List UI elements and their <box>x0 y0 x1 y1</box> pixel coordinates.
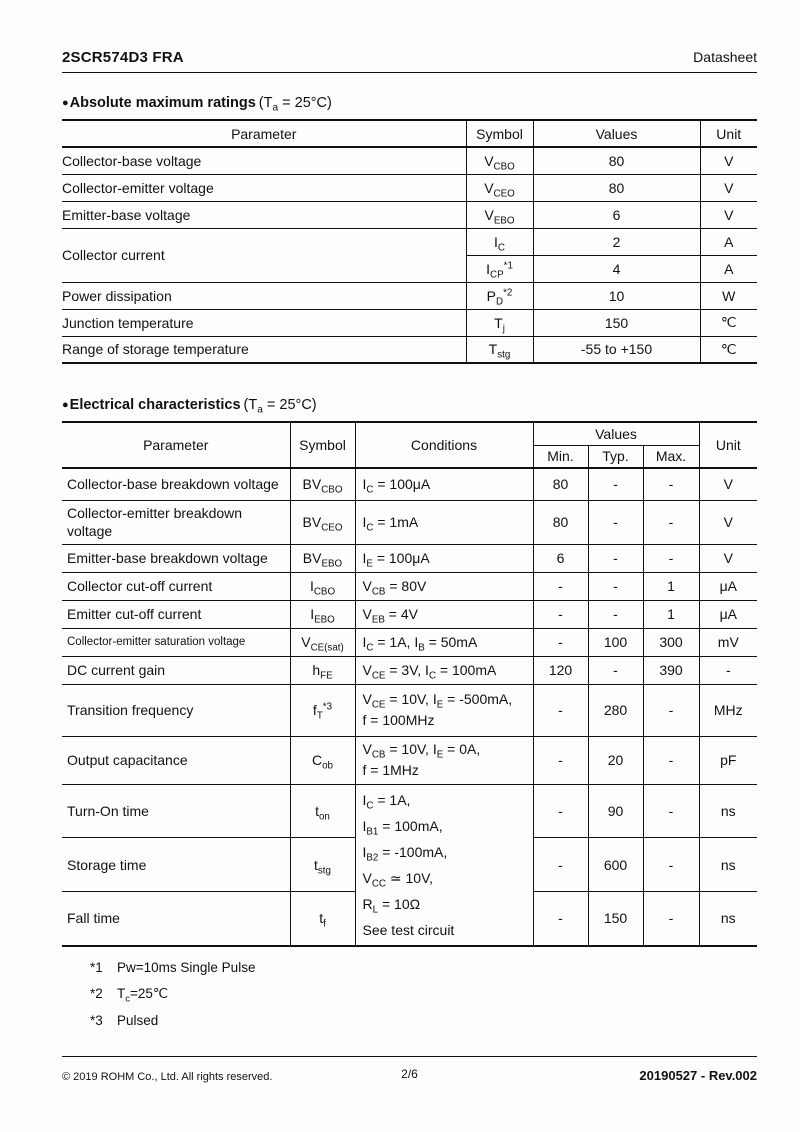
max-cell: 1 <box>643 572 699 600</box>
unit-cell: ℃ <box>700 336 757 363</box>
electrical-characteristics-table <box>62 421 757 947</box>
symbol-cell: $I_{CBO}$ <box>290 572 355 600</box>
revision-label: 20190527 - Rev.002 <box>639 1068 757 1083</box>
min-cell: 120 <box>533 656 588 684</box>
min-cell: - <box>533 736 588 784</box>
table-row <box>62 572 757 600</box>
typ-cell: - <box>588 500 643 544</box>
unit-cell: W <box>700 282 757 309</box>
value-cell: 10 <box>533 282 700 309</box>
footnote-marker: *2 <box>90 985 103 1001</box>
unit-cell: V <box>700 174 757 201</box>
typ-cell: - <box>588 600 643 628</box>
value-cell: 80 <box>533 147 700 174</box>
unit-cell: - <box>699 656 757 684</box>
copyright-text: © 2019 ROHM Co., Ltd. All rights reserved. <box>62 1071 273 1083</box>
max-cell: 390 <box>643 656 699 684</box>
section-title-absolute-maximum-ratings <box>62 95 757 114</box>
column-header-typ: Typ. <box>588 445 643 468</box>
footnote-marker: *1 <box>90 959 103 975</box>
symbol-cell: $V_{CBO}$ <box>466 147 533 174</box>
table-row <box>62 282 757 309</box>
table-row <box>62 336 757 363</box>
value-cell: 6 <box>533 201 700 228</box>
conditions-cell: $V_{CE} = 10V$, $I_E = -500mA$, f = 100MHz <box>355 684 533 736</box>
conditions-cell: $I_C = 100\mu A$ <box>355 468 533 500</box>
column-header-min: Min. <box>533 445 588 468</box>
column-header-parameter: Parameter <box>62 422 290 468</box>
table-row <box>62 228 757 255</box>
section-title-text: Electrical characteristics <box>69 397 241 413</box>
table-row <box>62 309 757 336</box>
symbol-cell: $t_f$ <box>290 892 355 946</box>
symbol-cell: $T_{stg}$ <box>466 336 533 363</box>
max-cell: - <box>643 544 699 572</box>
table-row <box>62 736 757 784</box>
symbol-cell: $T_j$ <box>466 309 533 336</box>
min-cell: - <box>533 892 588 946</box>
typ-cell: - <box>588 544 643 572</box>
param-cell: Collector cut-off current <box>62 572 290 600</box>
value-cell: 4 <box>533 255 700 282</box>
page-content <box>62 0 757 1039</box>
max-cell: 1 <box>643 600 699 628</box>
typ-cell: 150 <box>588 892 643 946</box>
param-cell: Emitter cut-off current <box>62 600 290 628</box>
max-cell: - <box>643 892 699 946</box>
unit-cell: MHz <box>699 684 757 736</box>
param-cell: Storage time <box>62 838 290 892</box>
param-cell: Collector-emitter voltage <box>62 174 466 201</box>
column-header-symbol: Symbol <box>466 120 533 147</box>
section-condition: $(T_a = 25^\circ C)$ <box>258 95 332 114</box>
section-condition: $(T_a = 25^\circ C)$ <box>243 397 317 416</box>
max-cell: 300 <box>643 628 699 656</box>
max-cell: - <box>643 736 699 784</box>
table-row <box>62 174 757 201</box>
unit-cell: ns <box>699 784 757 838</box>
symbol-cell: $h_{FE}$ <box>290 656 355 684</box>
table-row <box>62 600 757 628</box>
table-row <box>62 544 757 572</box>
part-number: 2SCR574D3 FRA <box>62 49 184 66</box>
param-cell: Transition frequency <box>62 684 290 736</box>
param-cell: Collector current <box>62 228 466 282</box>
column-header-parameter: Parameter <box>62 120 466 147</box>
absolute-maximum-ratings-table <box>62 119 757 364</box>
typ-cell: - <box>588 656 643 684</box>
footnote <box>90 1013 757 1028</box>
min-cell: - <box>533 784 588 838</box>
max-cell: - <box>643 838 699 892</box>
symbol-cell: $BV_{EBO}$ <box>290 544 355 572</box>
param-cell: Power dissipation <box>62 282 466 309</box>
unit-cell: μA <box>699 600 757 628</box>
symbol-cell: $I_{CP}^{*1}$ <box>466 255 533 282</box>
param-cell: Collector-emitter breakdown voltage <box>62 500 290 544</box>
unit-cell: V <box>699 500 757 544</box>
footnote <box>90 986 757 1002</box>
typ-cell: 600 <box>588 838 643 892</box>
param-cell: Collector-base voltage <box>62 147 466 174</box>
footnote-text: Pulsed <box>117 1012 159 1028</box>
value-cell: -55 to +150 <box>533 336 700 363</box>
unit-cell: μA <box>699 572 757 600</box>
typ-cell: 280 <box>588 684 643 736</box>
symbol-cell: $P_D^{*2}$ <box>466 282 533 309</box>
conditions-cell: $I_E = 100\mu A$ <box>355 544 533 572</box>
section-bullet-icon: ● <box>62 96 69 109</box>
max-cell: - <box>643 784 699 838</box>
param-cell: Turn-On time <box>62 784 290 838</box>
symbol-cell: $I_{EBO}$ <box>290 600 355 628</box>
footnote-marker: *3 <box>90 1012 103 1028</box>
min-cell: - <box>533 600 588 628</box>
column-header-unit: Unit <box>699 422 757 468</box>
unit-cell: mV <box>699 628 757 656</box>
table-row <box>62 684 757 736</box>
param-cell: Range of storage temperature <box>62 336 466 363</box>
min-cell: 80 <box>533 468 588 500</box>
min-cell: 6 <box>533 544 588 572</box>
table-row <box>62 628 757 656</box>
param-cell: Junction temperature <box>62 309 466 336</box>
conditions-cell: $V_{CE} = 3V$, $I_C = 100mA$ <box>355 656 533 684</box>
table-row <box>62 468 757 500</box>
unit-cell: A <box>700 228 757 255</box>
column-header-max: Max. <box>643 445 699 468</box>
unit-cell: A <box>700 255 757 282</box>
conditions-cell: $V_{CB} = 10V$, $I_E = 0A$, f = 1MHz <box>355 736 533 784</box>
conditions-cell-shared: $I_C = 1A$, $I_{B1} = 100mA$, $I_{B2} = -100mA$, $V_{CC}$ ≃ 10V, $R_L = 10\Omega$ See test circuit <box>355 784 533 946</box>
conditions-cell: $I_C = 1mA$ <box>355 500 533 544</box>
unit-cell: pF <box>699 736 757 784</box>
unit-cell: V <box>699 544 757 572</box>
table-row <box>62 147 757 174</box>
symbol-cell: $BV_{CBO}$ <box>290 468 355 500</box>
max-cell: - <box>643 500 699 544</box>
page-footer <box>62 1056 757 1083</box>
param-cell: Emitter-base breakdown voltage <box>62 544 290 572</box>
unit-cell: ns <box>699 838 757 892</box>
footnote-text: $T_c=25℃$ <box>117 985 169 1004</box>
column-header-conditions: Conditions <box>355 422 533 468</box>
table-header-row <box>62 120 757 147</box>
document-header <box>62 49 757 73</box>
param-cell: Emitter-base voltage <box>62 201 466 228</box>
symbol-cell: $V_{CEO}$ <box>466 174 533 201</box>
table-row <box>62 656 757 684</box>
footnotes <box>90 960 757 1028</box>
symbol-cell: $C_{ob}$ <box>290 736 355 784</box>
column-header-values: Values <box>533 120 700 147</box>
symbol-cell: $I_C$ <box>466 228 533 255</box>
unit-cell: V <box>700 147 757 174</box>
unit-cell: V <box>699 468 757 500</box>
symbol-cell: $t_{stg}$ <box>290 838 355 892</box>
table-header-row <box>62 422 757 445</box>
param-cell: DC current gain <box>62 656 290 684</box>
typ-cell: - <box>588 468 643 500</box>
param-cell: Collector-emitter saturation voltage <box>62 628 290 656</box>
conditions-cell: $V_{CB} = 80V$ <box>355 572 533 600</box>
value-cell: 150 <box>533 309 700 336</box>
footnote-text: Pw=10ms Single Pulse <box>117 959 256 975</box>
param-cell: Output capacitance <box>62 736 290 784</box>
typ-cell: 90 <box>588 784 643 838</box>
symbol-cell: $f_T^{*3}$ <box>290 684 355 736</box>
value-cell: 2 <box>533 228 700 255</box>
column-header-unit: Unit <box>700 120 757 147</box>
param-cell: Fall time <box>62 892 290 946</box>
max-cell: - <box>643 468 699 500</box>
table-row <box>62 784 757 838</box>
min-cell: - <box>533 684 588 736</box>
min-cell: 80 <box>533 500 588 544</box>
table-row <box>62 500 757 544</box>
min-cell: - <box>533 838 588 892</box>
table-row <box>62 201 757 228</box>
typ-cell: - <box>588 572 643 600</box>
section-title-text: Absolute maximum ratings <box>69 95 256 111</box>
max-cell: - <box>643 684 699 736</box>
unit-cell: ns <box>699 892 757 946</box>
symbol-cell: $V_{EBO}$ <box>466 201 533 228</box>
conditions-cell: $V_{EB} = 4V$ <box>355 600 533 628</box>
value-cell: 80 <box>533 174 700 201</box>
unit-cell: V <box>700 201 757 228</box>
typ-cell: 100 <box>588 628 643 656</box>
param-cell: Collector-base breakdown voltage <box>62 468 290 500</box>
conditions-cell: $I_C = 1A$, $I_B = 50mA$ <box>355 628 533 656</box>
doc-type-label: Datasheet <box>693 49 757 65</box>
column-header-symbol: Symbol <box>290 422 355 468</box>
symbol-cell: $V_{CE(sat)}$ <box>290 628 355 656</box>
column-header-values: Values <box>533 422 699 445</box>
section-title-electrical-characteristics <box>62 397 757 416</box>
min-cell: - <box>533 628 588 656</box>
min-cell: - <box>533 572 588 600</box>
page-number: 2/6 <box>401 1067 418 1081</box>
section-bullet-icon: ● <box>62 398 69 411</box>
footnote <box>90 960 757 975</box>
symbol-cell: $t_{on}$ <box>290 784 355 838</box>
typ-cell: 20 <box>588 736 643 784</box>
unit-cell: ℃ <box>700 309 757 336</box>
symbol-cell: $BV_{CEO}$ <box>290 500 355 544</box>
